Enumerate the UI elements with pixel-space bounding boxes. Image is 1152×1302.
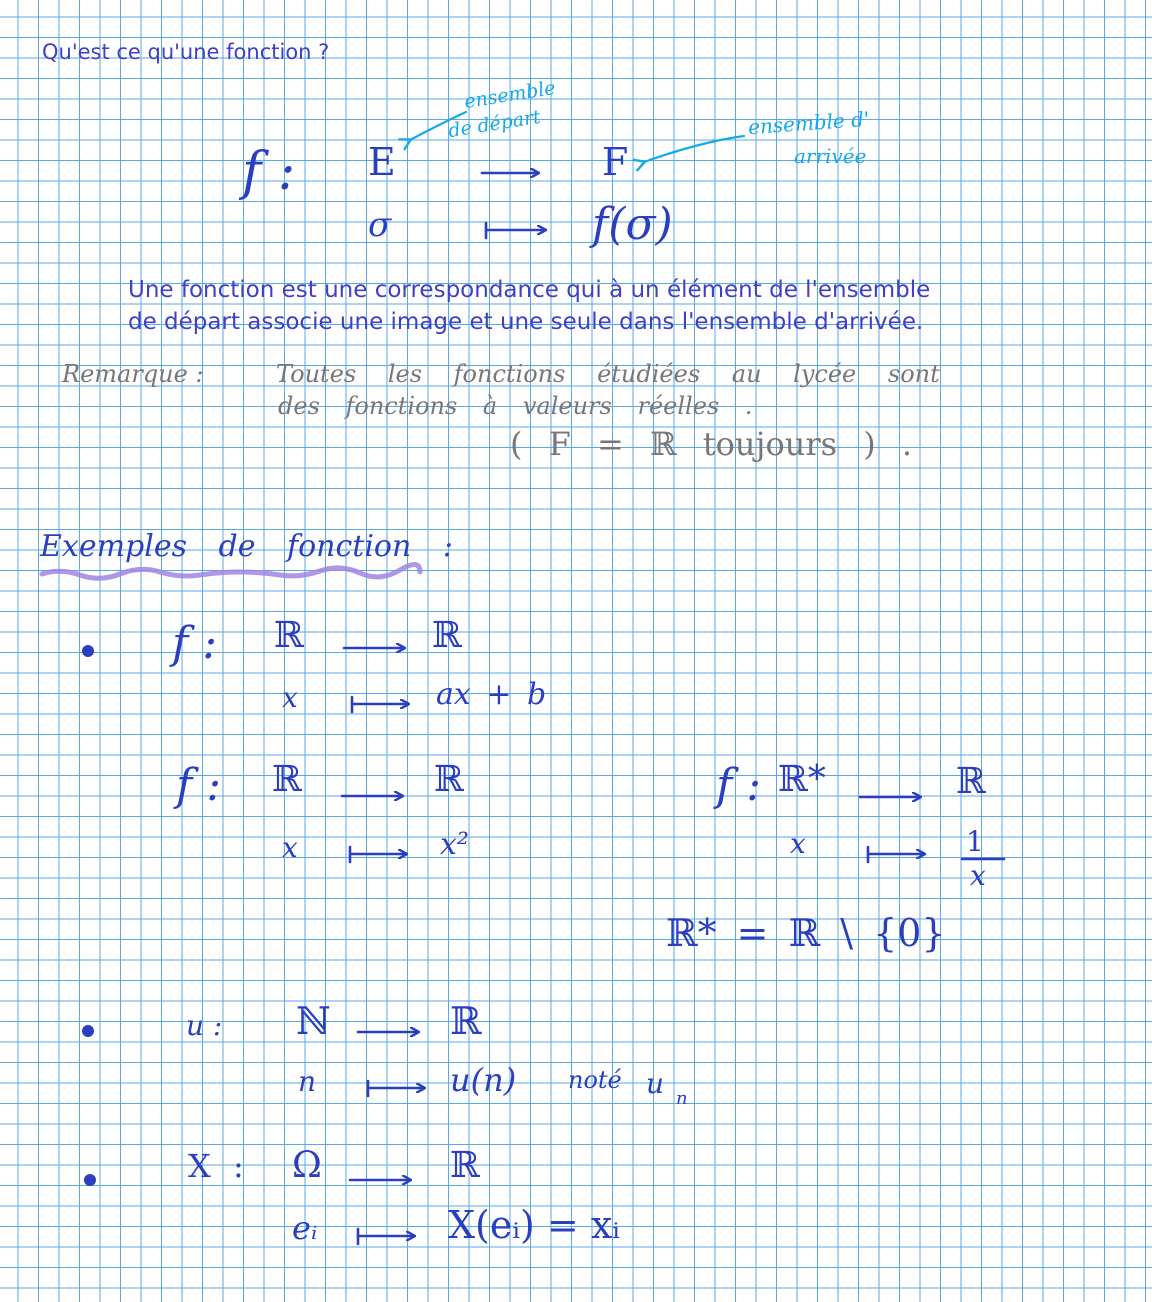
annot-codomain-line1: ensemble d'	[747, 106, 871, 140]
ex3-note: ℝ* = ℝ \ {0}	[666, 911, 946, 955]
ex5-codomain: ℝ	[450, 1145, 480, 1186]
heading-underline	[42, 564, 420, 578]
def-function-name: f :	[242, 142, 296, 202]
ex4-function-name: u :	[186, 1009, 223, 1042]
ex4-variable: n	[298, 1065, 317, 1098]
ex3-codomain: ℝ	[956, 761, 986, 802]
ex4-codomain: ℝ	[450, 999, 482, 1043]
ex5-variable: eᵢ	[292, 1209, 318, 1247]
ex3-denominator: x	[970, 859, 986, 892]
ex3-numerator: 1	[966, 825, 984, 858]
ex2-function-name: f :	[176, 760, 222, 811]
bullet-ex4	[82, 1025, 94, 1037]
def-codomain: F	[602, 140, 629, 184]
ex2-image: x²	[440, 827, 469, 862]
remark-line-1: Toutes les fonctions étudiées au lycée sont	[276, 360, 940, 388]
bullet-ex5	[84, 1174, 96, 1186]
remark-label: Remarque :	[62, 360, 204, 388]
ex1-function-name: f :	[172, 618, 218, 669]
ex5-domain: Ω	[292, 1145, 322, 1186]
bullet-ex1	[82, 645, 94, 657]
remark-line-3: ( F = ℝ toujours ) .	[510, 425, 913, 463]
ex4-note: noté	[568, 1066, 622, 1094]
ex5-image: X(eᵢ) = xᵢ	[448, 1203, 620, 1247]
page-title: Qu'est ce qu'une fonction ?	[42, 40, 330, 64]
annot-domain-line1: ensemble	[462, 76, 558, 114]
ex5-function-name: X :	[188, 1147, 244, 1185]
annot-domain-line2: de départ	[446, 105, 543, 143]
ex1-image: ax + b	[436, 677, 547, 712]
def-variable: σ	[368, 205, 392, 245]
ex2-variable: x	[282, 831, 298, 864]
ex1-domain: ℝ	[274, 615, 304, 656]
ex4-image: u(n)	[450, 1061, 517, 1099]
ex4-subscript-index: n	[676, 1088, 688, 1109]
definition-line-2: de départ associe une image et une seule dans l'ensemble d'arrivée.	[128, 309, 924, 335]
ex3-variable: x	[790, 827, 806, 860]
ex2-domain: ℝ	[272, 759, 302, 800]
def-domain: E	[368, 140, 396, 184]
ex1-codomain: ℝ	[432, 615, 462, 656]
annot-codomain-line2: arrivée	[794, 144, 867, 168]
annot-domain-arrow	[410, 112, 466, 140]
definition-line-1: Une fonction est une correspondance qui à un élément de l'ensemble	[128, 277, 931, 303]
ex4-domain: ℕ	[296, 999, 331, 1043]
ex1-variable: x	[282, 681, 298, 714]
examples-heading: Exemples de fonction :	[40, 529, 453, 564]
ex4-subscript-base: u	[646, 1067, 665, 1100]
annot-codomain-arrow	[644, 136, 744, 162]
ex3-function-name: f :	[716, 760, 762, 811]
ex3-domain: ℝ*	[778, 759, 826, 800]
remark-line-2: des fonctions à valeurs réelles .	[278, 392, 753, 420]
ex2-codomain: ℝ	[434, 759, 464, 800]
def-image: f(σ)	[592, 199, 673, 250]
